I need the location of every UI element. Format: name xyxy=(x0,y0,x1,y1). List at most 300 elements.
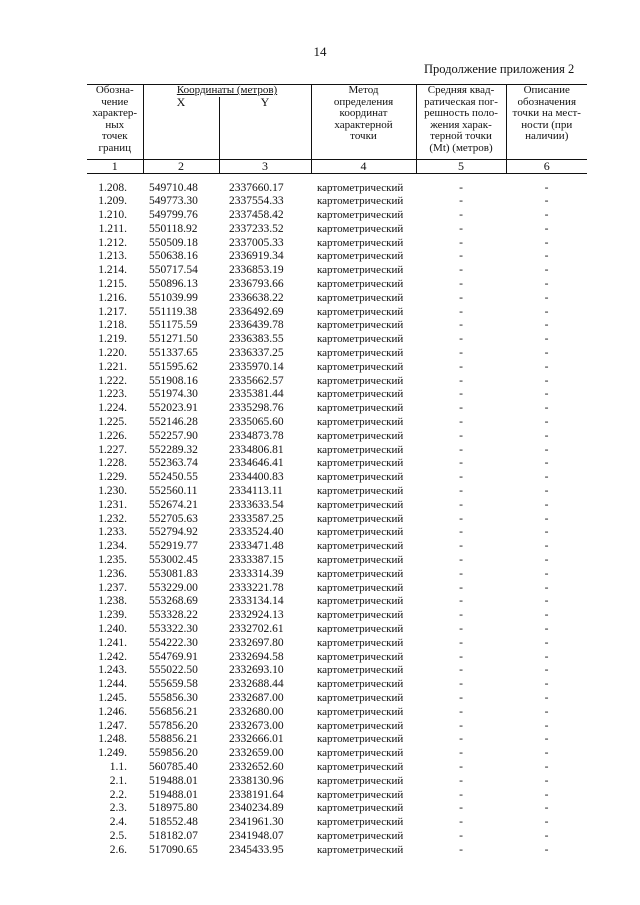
coord-x-cell: 518975.80 xyxy=(149,802,198,815)
error-mt-cell: - xyxy=(459,443,463,456)
table-row xyxy=(87,554,587,568)
table-row xyxy=(87,844,587,858)
method-cell: картометрический xyxy=(317,222,404,235)
method-cell: картометрический xyxy=(317,443,404,456)
error-mt-cell: - xyxy=(459,623,463,635)
method-cell: картометрический xyxy=(317,623,404,635)
description-cell: - xyxy=(544,774,549,787)
description-cell: - xyxy=(544,236,549,249)
coord-y-cell: 2334806.81 xyxy=(229,443,284,456)
point-designation-cell: 1.243. xyxy=(98,664,127,677)
coord-y-cell: 2332680.00 xyxy=(229,705,284,718)
method-cell: картометрический xyxy=(317,319,404,332)
coord-x-cell: 551271.50 xyxy=(149,333,198,346)
error-mt-cell: - xyxy=(459,747,463,760)
coord-y-cell: 2336337.25 xyxy=(229,347,284,360)
method-cell: картометрический xyxy=(317,333,404,346)
coord-x-cell: 550509.18 xyxy=(149,236,198,249)
coord-x-cell: 552560.11 xyxy=(149,485,198,498)
header-coordinates-text: Координаты (метров) xyxy=(176,84,278,96)
coord-x-cell: 555856.30 xyxy=(149,691,198,704)
description-cell: - xyxy=(544,581,549,594)
header-designation xyxy=(87,85,143,160)
error-mt-cell: - xyxy=(459,678,463,691)
coord-x-cell: 552450.55 xyxy=(149,471,198,484)
header-method-text: Метод определения координат характерной точки xyxy=(333,84,394,142)
table-row xyxy=(87,720,587,734)
point-designation-cell: 1.248. xyxy=(98,733,127,746)
coord-y-cell: 2333524.40 xyxy=(229,526,284,539)
table-body xyxy=(87,173,587,858)
description-cell: - xyxy=(544,291,549,304)
coord-x-cell: 553328.22 xyxy=(149,609,198,622)
point-designation-cell: 1.228. xyxy=(98,457,127,470)
point-designation-cell: 1.240. xyxy=(98,623,127,635)
coord-y-cell: 2340234.89 xyxy=(229,802,284,815)
point-designation-cell: 1.1. xyxy=(109,760,127,773)
coord-x-cell: 519488.01 xyxy=(149,774,198,787)
method-cell: картометрический xyxy=(317,402,404,415)
coord-x-cell: 552023.91 xyxy=(149,402,198,415)
coord-x-cell: 556856.21 xyxy=(149,705,198,718)
coord-y-cell: 2333471.48 xyxy=(229,540,284,553)
description-cell: - xyxy=(544,636,549,649)
coord-x-cell: 550896.13 xyxy=(149,278,198,291)
error-mt-cell: - xyxy=(459,360,463,373)
description-cell: - xyxy=(544,650,549,663)
table-row xyxy=(87,375,587,389)
method-cell: картометрический xyxy=(317,829,404,842)
description-cell: - xyxy=(544,705,549,718)
point-designation-cell: 1.236. xyxy=(98,567,127,580)
point-designation-cell: 1.208. xyxy=(98,181,127,194)
coord-y-cell: 2334400.83 xyxy=(229,471,284,484)
method-cell: картометрический xyxy=(317,691,404,704)
description-cell: - xyxy=(544,416,549,429)
coord-y-cell: 2334873.78 xyxy=(229,429,284,442)
error-mt-cell: - xyxy=(459,498,463,511)
error-mt-cell: - xyxy=(459,788,463,801)
header-y: Y xyxy=(219,97,311,160)
coord-x-cell: 552363.74 xyxy=(149,457,198,470)
point-designation-cell: 1.242. xyxy=(98,650,127,663)
method-cell: картометрический xyxy=(317,678,404,691)
coord-y-cell: 2332652.60 xyxy=(229,760,284,773)
description-cell: - xyxy=(544,264,549,277)
description-cell: - xyxy=(544,719,549,732)
point-designation-cell: 1.239. xyxy=(98,609,127,622)
coord-y-cell: 2336853.19 xyxy=(229,264,284,277)
table-row xyxy=(87,347,587,361)
description-cell: - xyxy=(544,181,549,194)
coord-y-cell: 2345433.95 xyxy=(229,843,284,856)
description-cell: - xyxy=(544,788,549,801)
error-mt-cell: - xyxy=(459,402,463,415)
method-cell: картометрический xyxy=(317,609,404,622)
error-mt-cell: - xyxy=(459,595,463,608)
method-cell: картометрический xyxy=(317,360,404,373)
coord-x-cell: 550638.16 xyxy=(149,250,198,263)
method-cell: картометрический xyxy=(317,526,404,539)
table-row xyxy=(87,664,587,678)
coord-x-cell: 560785.40 xyxy=(149,760,198,773)
method-cell: картометрический xyxy=(317,250,404,263)
table-row xyxy=(87,540,587,554)
method-cell: картометрический xyxy=(317,429,404,442)
method-cell: картометрический xyxy=(317,747,404,760)
description-cell: - xyxy=(544,554,549,567)
error-mt-cell: - xyxy=(459,250,463,263)
table-row xyxy=(87,678,587,692)
coord-x-cell: 550717.54 xyxy=(149,264,198,277)
coord-x-cell: 552257.90 xyxy=(149,429,198,442)
table-row xyxy=(87,278,587,292)
coord-x-cell: 551595.62 xyxy=(149,360,198,373)
coord-y-cell: 2332694.58 xyxy=(229,650,284,663)
coord-x-cell: 555659.58 xyxy=(149,678,198,691)
error-mt-cell: - xyxy=(459,554,463,567)
description-cell: - xyxy=(544,471,549,484)
method-cell: картометрический xyxy=(317,705,404,718)
method-cell: картометрический xyxy=(317,554,404,567)
point-designation-cell: 1.247. xyxy=(98,719,127,732)
coord-y-cell: 2332688.44 xyxy=(229,678,284,691)
description-cell: - xyxy=(544,278,549,291)
description-cell: - xyxy=(544,222,549,235)
table-row xyxy=(87,264,587,278)
table-row xyxy=(87,333,587,347)
coord-x-cell: 551908.16 xyxy=(149,374,198,387)
point-designation-cell: 1.211. xyxy=(98,222,127,235)
description-cell: - xyxy=(544,609,549,622)
coord-x-cell: 558856.21 xyxy=(149,733,198,746)
coord-x-cell: 552705.63 xyxy=(149,512,198,525)
coord-x-cell: 552919.77 xyxy=(149,540,198,553)
coord-y-cell: 2336638.22 xyxy=(229,291,284,304)
table-row xyxy=(87,651,587,665)
table-row xyxy=(87,388,587,402)
header-x: X xyxy=(143,97,219,160)
error-mt-cell: - xyxy=(459,264,463,277)
method-cell: картометрический xyxy=(317,650,404,663)
error-mt-cell: - xyxy=(459,181,463,194)
coord-x-cell: 553229.00 xyxy=(149,581,198,594)
point-designation-cell: 2.6. xyxy=(109,843,127,856)
coord-x-cell: 554769.91 xyxy=(149,650,198,663)
coord-x-cell: 551175.59 xyxy=(149,319,198,332)
point-designation-cell: 1.235. xyxy=(98,554,127,567)
coord-y-cell: 2332687.00 xyxy=(229,691,284,704)
point-designation-cell: 2.1. xyxy=(109,774,127,787)
point-designation-cell: 2.5. xyxy=(109,829,127,842)
description-cell: - xyxy=(544,195,549,208)
description-cell: - xyxy=(544,402,549,415)
table-row xyxy=(87,802,587,816)
description-cell: - xyxy=(544,485,549,498)
point-designation-cell: 1.241. xyxy=(98,636,127,649)
description-cell: - xyxy=(544,429,549,442)
coord-y-cell: 2336919.34 xyxy=(229,250,284,263)
error-mt-cell: - xyxy=(459,733,463,746)
header-description xyxy=(506,85,587,160)
coord-x-cell: 553268.69 xyxy=(149,595,198,608)
coord-y-cell: 2336439.78 xyxy=(229,319,284,332)
description-cell: - xyxy=(544,443,549,456)
table-row xyxy=(87,499,587,513)
point-designation-cell: 1.210. xyxy=(98,209,127,222)
description-cell: - xyxy=(544,250,549,263)
method-cell: картометрический xyxy=(317,540,404,553)
table-row xyxy=(87,775,587,789)
header-coordinates xyxy=(143,85,311,97)
point-designation-cell: 1.223. xyxy=(98,388,127,401)
error-mt-cell: - xyxy=(459,388,463,401)
coord-y-cell: 2332659.00 xyxy=(229,747,284,760)
coord-x-cell: 549773.30 xyxy=(149,195,198,208)
table-row xyxy=(87,582,587,596)
error-mt-cell: - xyxy=(459,774,463,787)
table-row xyxy=(87,526,587,540)
point-designation-cell: 1.222. xyxy=(98,374,127,387)
table-row xyxy=(87,306,587,320)
description-cell: - xyxy=(544,567,549,580)
coord-y-cell: 2335298.76 xyxy=(229,402,284,415)
coord-y-cell: 2337458.42 xyxy=(229,209,284,222)
error-mt-cell: - xyxy=(459,512,463,525)
point-designation-cell: 1.234. xyxy=(98,540,127,553)
error-mt-cell: - xyxy=(459,802,463,815)
description-cell: - xyxy=(544,374,549,387)
coord-y-cell: 2335381.44 xyxy=(229,388,284,401)
description-cell: - xyxy=(544,802,549,815)
error-mt-cell: - xyxy=(459,278,463,291)
method-cell: картометрический xyxy=(317,291,404,304)
point-designation-cell: 1.232. xyxy=(98,512,127,525)
table-row xyxy=(87,361,587,375)
table-row xyxy=(87,237,587,251)
error-mt-cell: - xyxy=(459,416,463,429)
error-mt-cell: - xyxy=(459,526,463,539)
error-mt-cell: - xyxy=(459,636,463,649)
table-row xyxy=(87,747,587,761)
description-cell: - xyxy=(544,664,549,677)
coord-y-cell: 2334646.41 xyxy=(229,457,284,470)
error-mt-cell: - xyxy=(459,291,463,304)
method-cell: картометрический xyxy=(317,719,404,732)
point-designation-cell: 1.246. xyxy=(98,705,127,718)
coord-x-cell: 559856.20 xyxy=(149,747,198,760)
point-designation-cell: 2.3. xyxy=(109,802,127,815)
coordinates-table xyxy=(87,84,587,858)
coord-x-cell: 551039.99 xyxy=(149,291,198,304)
description-cell: - xyxy=(544,678,549,691)
point-designation-cell: 1.229. xyxy=(98,471,127,484)
method-cell: картометрический xyxy=(317,305,404,318)
method-cell: картометрический xyxy=(317,471,404,484)
coord-y-cell: 2333633.54 xyxy=(229,498,284,511)
coord-x-cell: 554222.30 xyxy=(149,636,198,649)
point-designation-cell: 2.4. xyxy=(109,816,127,829)
table-row xyxy=(87,637,587,651)
point-designation-cell: 1.249. xyxy=(98,747,127,760)
method-cell: картометрический xyxy=(317,388,404,401)
description-cell: - xyxy=(544,526,549,539)
description-cell: - xyxy=(544,623,549,635)
error-mt-cell: - xyxy=(459,471,463,484)
method-cell: картометрический xyxy=(317,236,404,249)
header-error xyxy=(416,85,506,160)
point-designation-cell: 1.237. xyxy=(98,581,127,594)
table-row xyxy=(87,430,587,444)
coord-x-cell: 552674.21 xyxy=(149,498,198,511)
table-row xyxy=(87,595,587,609)
coord-y-cell: 2333587.25 xyxy=(229,512,284,525)
error-mt-cell: - xyxy=(459,843,463,856)
error-mt-cell: - xyxy=(459,691,463,704)
coord-y-cell: 2332697.80 xyxy=(229,636,284,649)
coord-x-cell: 517090.65 xyxy=(149,843,198,856)
error-mt-cell: - xyxy=(459,429,463,442)
table-row xyxy=(87,816,587,830)
point-designation-cell: 1.216. xyxy=(98,291,127,304)
method-cell: картометрический xyxy=(317,636,404,649)
coord-y-cell: 2333221.78 xyxy=(229,581,284,594)
method-cell: картометрический xyxy=(317,816,404,829)
table-row xyxy=(87,223,587,237)
table-row xyxy=(87,568,587,582)
table-row xyxy=(87,485,587,499)
point-designation-cell: 1.238. xyxy=(98,595,127,608)
method-cell: картометрический xyxy=(317,664,404,677)
coord-y-cell: 2335970.14 xyxy=(229,360,284,373)
coord-x-cell: 518552.48 xyxy=(149,816,198,829)
method-cell: картометрический xyxy=(317,581,404,594)
coord-y-cell: 2332673.00 xyxy=(229,719,284,732)
point-designation-cell: 1.215. xyxy=(98,278,127,291)
point-designation-cell: 1.217. xyxy=(98,305,127,318)
coord-y-cell: 2333134.14 xyxy=(229,595,284,608)
error-mt-cell: - xyxy=(459,374,463,387)
coord-y-cell: 2337233.52 xyxy=(229,222,284,235)
coord-x-cell: 557856.20 xyxy=(149,719,198,732)
point-designation-cell: 1.221. xyxy=(98,360,127,373)
error-mt-cell: - xyxy=(459,664,463,677)
error-mt-cell: - xyxy=(459,816,463,829)
coord-y-cell: 2337005.33 xyxy=(229,236,284,249)
description-cell: - xyxy=(544,843,549,856)
header-method xyxy=(311,85,416,160)
method-cell: картометрический xyxy=(317,567,404,580)
error-mt-cell: - xyxy=(459,581,463,594)
coord-y-cell: 2333387.15 xyxy=(229,554,284,567)
method-cell: картометрический xyxy=(317,416,404,429)
method-cell: картометрический xyxy=(317,264,404,277)
point-designation-cell: 1.230. xyxy=(98,485,127,498)
method-cell: картометрический xyxy=(317,195,404,208)
point-designation-cell: 1.220. xyxy=(98,347,127,360)
error-mt-cell: - xyxy=(459,347,463,360)
point-designation-cell: 1.219. xyxy=(98,333,127,346)
coord-x-cell: 549799.76 xyxy=(149,209,198,222)
point-designation-cell: 1.231. xyxy=(98,498,127,511)
column-number: 2 xyxy=(143,159,219,173)
error-mt-cell: - xyxy=(459,333,463,346)
coord-x-cell: 519488.01 xyxy=(149,788,198,801)
header-description-text: Описание обозначения точки на мест- ности (при наличии) xyxy=(512,84,581,142)
description-cell: - xyxy=(544,360,549,373)
description-cell: - xyxy=(544,512,549,525)
error-mt-cell: - xyxy=(459,540,463,553)
coord-x-cell: 553322.30 xyxy=(149,623,198,635)
coord-x-cell: 552289.32 xyxy=(149,443,198,456)
error-mt-cell: - xyxy=(459,305,463,318)
method-cell: картометрический xyxy=(317,774,404,787)
coord-y-cell: 2336492.69 xyxy=(229,305,284,318)
column-number: 4 xyxy=(311,159,416,173)
description-cell: - xyxy=(544,333,549,346)
description-cell: - xyxy=(544,691,549,704)
coord-y-cell: 2338191.64 xyxy=(229,788,284,801)
method-cell: картометрический xyxy=(317,457,404,470)
point-designation-cell: 1.227. xyxy=(98,443,127,456)
point-designation-cell: 1.225. xyxy=(98,416,127,429)
coord-y-cell: 2341948.07 xyxy=(229,829,284,842)
error-mt-cell: - xyxy=(459,609,463,622)
column-number: 6 xyxy=(506,159,587,173)
table-row xyxy=(87,182,587,196)
coord-y-cell: 2332924.13 xyxy=(229,609,284,622)
header-designation-text: Обозна- чение характер- ных точек границ xyxy=(92,84,138,154)
table-row xyxy=(87,402,587,416)
description-cell: - xyxy=(544,816,549,829)
coord-y-cell: 2332666.01 xyxy=(229,733,284,746)
error-mt-cell: - xyxy=(459,485,463,498)
table-row xyxy=(87,789,587,803)
coord-x-cell: 552146.28 xyxy=(149,416,198,429)
coord-x-cell: 549710.48 xyxy=(149,181,198,194)
table-row xyxy=(87,195,587,209)
coord-x-cell: 551119.38 xyxy=(149,305,198,318)
coord-y-cell: 2337554.33 xyxy=(229,195,284,208)
error-mt-cell: - xyxy=(459,236,463,249)
table-row xyxy=(87,513,587,527)
coord-y-cell: 2332702.61 xyxy=(229,623,284,635)
error-mt-cell: - xyxy=(459,705,463,718)
description-cell: - xyxy=(544,595,549,608)
table-row xyxy=(87,609,587,623)
coord-y-cell: 2338130.96 xyxy=(229,774,284,787)
point-designation-cell: 1.214. xyxy=(98,264,127,277)
point-designation-cell: 1.224. xyxy=(98,402,127,415)
coord-x-cell: 553081.83 xyxy=(149,567,198,580)
coord-y-cell: 2336793.66 xyxy=(229,278,284,291)
coord-y-cell: 2332693.10 xyxy=(229,664,284,677)
method-cell: картометрический xyxy=(317,512,404,525)
description-cell: - xyxy=(544,540,549,553)
method-cell: картометрический xyxy=(317,595,404,608)
error-mt-cell: - xyxy=(459,760,463,773)
point-designation-cell: 1.213. xyxy=(98,250,127,263)
table-row xyxy=(87,471,587,485)
method-cell: картометрический xyxy=(317,498,404,511)
table-row xyxy=(87,623,587,637)
description-cell: - xyxy=(544,829,549,842)
method-cell: картометрический xyxy=(317,843,404,856)
description-cell: - xyxy=(544,760,549,773)
method-cell: картометрический xyxy=(317,733,404,746)
page-number: 14 xyxy=(313,44,327,59)
coord-x-cell: 551974.30 xyxy=(149,388,198,401)
